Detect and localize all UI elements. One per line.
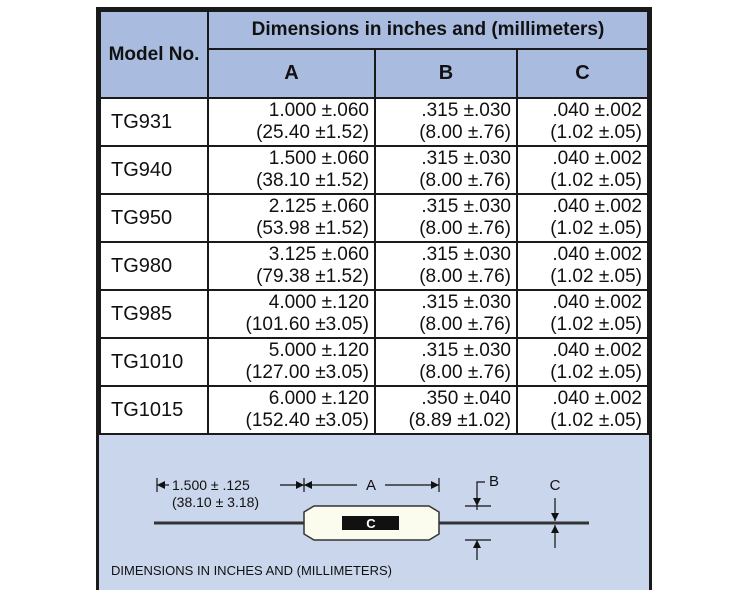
dim-c-inches: .040 ±.002: [552, 244, 642, 265]
dim-c-cell: [517, 338, 648, 386]
table-body: [100, 98, 648, 434]
dim-b-inches: .315 ±.030: [421, 196, 511, 217]
dim-a-inches: 1.500 ±.060: [268, 148, 369, 169]
model-cell: TG1010: [100, 338, 208, 386]
dim-a-mm: (53.98 ±1.52): [256, 218, 369, 239]
dim-b-cell: [375, 98, 517, 146]
dim-b-cell: [375, 338, 517, 386]
dim-a-inches: 6.000 ±.120: [268, 388, 369, 409]
dim-c-mm: (1.02 ±.05): [550, 314, 642, 335]
model-cell: TG950: [100, 194, 208, 242]
model-cell: TG985: [100, 290, 208, 338]
model-no-header: Model No.: [100, 11, 208, 98]
table-row: [100, 194, 648, 242]
table-row: [100, 338, 648, 386]
dim-b-cell: [375, 290, 517, 338]
dim-a-cell: [208, 98, 375, 146]
lead-dim-arrow-right: [296, 481, 304, 489]
dim-b-inches: .315 ±.030: [421, 148, 511, 169]
dim-a-inches: 3.125 ±.060: [268, 244, 369, 265]
model-cell: TG1015: [100, 386, 208, 434]
diagram-caption: DIMENSIONS IN INCHES AND (MILLIMETERS): [111, 563, 392, 578]
dim-c-mm: (1.02 ±.05): [550, 170, 642, 191]
b-dim-label: B: [489, 473, 500, 490]
dim-c-cell: [517, 386, 648, 434]
c-dim-label: C: [549, 477, 561, 494]
model-cell: TG980: [100, 242, 208, 290]
dim-b-cell: [375, 194, 517, 242]
a-dim-arrow-right: [431, 481, 439, 489]
dim-c-inches: .040 ±.002: [552, 196, 642, 217]
dim-b-mm: (8.00 ±.76): [419, 362, 511, 383]
dim-b-mm: (8.89 ±1.02): [408, 410, 511, 431]
lead-dim-inches: 1.500 ± .125: [172, 477, 250, 493]
model-cell: TG940: [100, 146, 208, 194]
c-dim-arrow-top: [551, 513, 559, 521]
dim-a-mm: (127.00 ±3.05): [245, 362, 369, 383]
dim-a-mm: (38.10 ±1.52): [256, 170, 369, 191]
dim-b-cell: [375, 242, 517, 290]
dim-a-cell: [208, 242, 375, 290]
dim-c-cell: [517, 194, 648, 242]
dim-a-mm: (79.38 ±1.52): [256, 266, 369, 287]
dim-a-cell: [208, 290, 375, 338]
dim-c-mm: (1.02 ±.05): [550, 122, 642, 143]
dimensions-sheet: [96, 7, 652, 590]
body-marking: C: [366, 516, 376, 531]
dim-b-mm: (8.00 ±.76): [419, 266, 511, 287]
dim-a-mm: (101.60 ±3.05): [245, 314, 369, 335]
table-row: [100, 290, 648, 338]
dim-b-mm: (8.00 ±.76): [419, 122, 511, 143]
dim-a-cell: [208, 386, 375, 434]
dim-a-mm: (25.40 ±1.52): [256, 122, 369, 143]
c-dim-arrow-bottom: [551, 525, 559, 533]
dim-c-cell: [517, 242, 648, 290]
dim-b-mm: (8.00 ±.76): [419, 314, 511, 335]
b-dim-arrow-bottom: [473, 540, 481, 548]
dim-c-inches: .040 ±.002: [552, 292, 642, 313]
dim-b-mm: (8.00 ±.76): [419, 218, 511, 239]
dim-a-cell: [208, 338, 375, 386]
dim-b-inches: .315 ±.030: [421, 244, 511, 265]
table-row: [100, 242, 648, 290]
dim-a-inches: 2.125 ±.060: [268, 196, 369, 217]
column-c-header: C: [517, 49, 648, 98]
dim-c-mm: (1.02 ±.05): [550, 362, 642, 383]
table-row: [100, 98, 648, 146]
column-a-header: A: [208, 49, 375, 98]
dim-c-inches: .040 ±.002: [552, 100, 642, 121]
dim-a-inches: 4.000 ±.120: [268, 292, 369, 313]
dim-b-mm: (8.00 ±.76): [419, 170, 511, 191]
dim-c-cell: [517, 290, 648, 338]
dim-b-cell: [375, 386, 517, 434]
dim-a-mm: (152.40 ±3.05): [245, 410, 369, 431]
dim-a-inches: 1.000 ±.060: [268, 100, 369, 121]
dim-a-cell: [208, 194, 375, 242]
dim-b-inches: .350 ±.040: [421, 388, 511, 409]
dim-c-mm: (1.02 ±.05): [550, 266, 642, 287]
resistor-diagram: [99, 450, 649, 590]
dim-c-mm: (1.02 ±.05): [550, 218, 642, 239]
dim-b-inches: .315 ±.030: [421, 292, 511, 313]
b-dim-arrow-top: [473, 498, 481, 506]
dim-c-cell: [517, 98, 648, 146]
dim-c-inches: .040 ±.002: [552, 340, 642, 361]
dimensions-header: Dimensions in inches and (millimeters): [208, 11, 648, 49]
dim-c-cell: [517, 146, 648, 194]
lead-dim-arrow-left: [157, 481, 165, 489]
dim-b-inches: .315 ±.030: [421, 100, 511, 121]
dim-a-cell: [208, 146, 375, 194]
dim-a-inches: 5.000 ±.120: [268, 340, 369, 361]
column-b-header: B: [375, 49, 517, 98]
dim-b-inches: .315 ±.030: [421, 340, 511, 361]
table-row: [100, 386, 648, 434]
a-dim-label: A: [365, 477, 377, 494]
table-row: [100, 146, 648, 194]
dim-b-cell: [375, 146, 517, 194]
dim-c-inches: .040 ±.002: [552, 148, 642, 169]
dimensions-table: [99, 10, 649, 435]
lead-dim-mm: (38.10 ± 3.18): [172, 494, 260, 510]
dim-c-mm: (1.02 ±.05): [550, 410, 642, 431]
model-cell: TG931: [100, 98, 208, 146]
dim-c-inches: .040 ±.002: [552, 388, 642, 409]
